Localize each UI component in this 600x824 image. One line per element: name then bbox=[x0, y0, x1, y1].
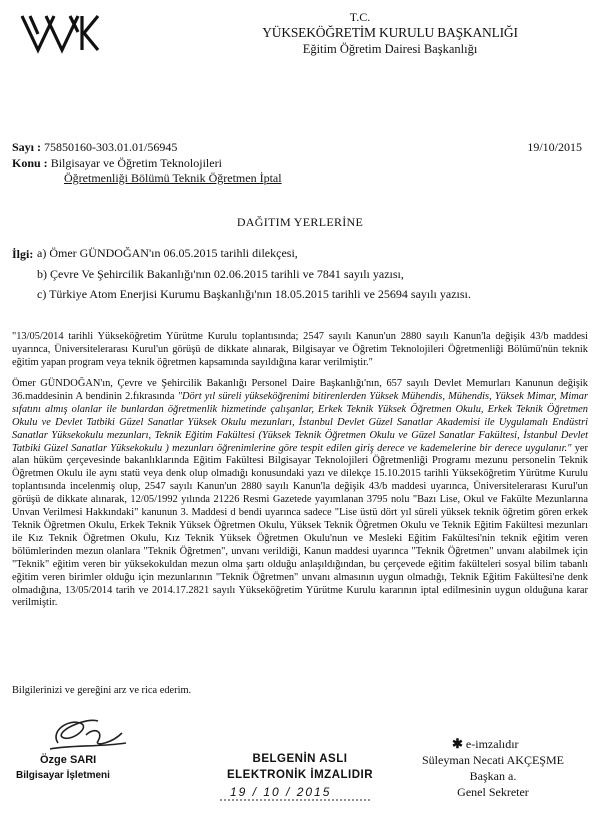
body-p2-intro: Ömer GÜNDOĞAN'ın, Çevre ve Şehircilik Bakanlığı Personel Daire Başkanlığı'nın, 657 sayılı Devlet Memurları Kanunun değişik 36.maddesinin A bendinin 2.fıkrasında bbox=[12, 378, 588, 402]
e-signature-marker bbox=[452, 736, 519, 752]
signatory-title-2: Genel Sekreter bbox=[457, 785, 529, 799]
header-department: Eğitim Öğretim Dairesi Başkanlığı bbox=[302, 42, 478, 56]
e-signature-icon: ✱ bbox=[452, 736, 463, 751]
subject-line bbox=[12, 155, 222, 171]
body-p2-quote: "Dört yıl süreli yükseköğrenimi bitirenlerden Yüksek Mühendis, Mühendis, Yüksek Mimar, Mimar sıfatını almış olanlar ile bunlardan öğretmenlik hizmetinde çalışanlar, Erkek Teknik Yüksek Öğretmen Okulu, Erkek Teknik Öğretmen Okulu ve Devlet Tatbiki Güzel Sanatlar Yüksek Okulu mezunları, İstanbul Devlet Güzel Sanatlar Akademisi ile Uygulamalı Endüstri Sanatlar Yüksekokulu mezunları, Teknik Eğitim Fakültesi (Yüksek Teknik Öğretmen Okulu ve Güzel Sanatlar Fakültesi, İstanbul Devlet Tatbiki Güzel Sanatlar Yüksekokulu ) mezunları öğrenimlerine göre tespit edilen giriş derece ve kademelerine bir derece uygulanır." bbox=[12, 390, 589, 454]
body-paragraph-1: "13/05/2014 tarihli Yükseköğretim Yürütme Kurulu toplantısında; 2547 sayılı Kanun'un 2880 sayılı Kanun'la değişik 43/b maddesi uyarınca, Üniversitelerarası Kurul'un görüşü de dikkate alınarak, Bilgisayar ve Öğretim Teknolojileri Öğretmenliği Bölümü'nün teknik eğitim yapan program veya teknik öğretmen kapsamında sayıldığına karar verilmiştir." bbox=[12, 331, 588, 368]
preparer-name: Özge SARI bbox=[40, 754, 97, 766]
yok-logo bbox=[20, 12, 100, 54]
reference-item-a: a) Ömer GÜNDOĞAN'ın 06.05.2015 tarihli dilekçesi, bbox=[37, 246, 298, 260]
header-tc: T.C. bbox=[349, 10, 371, 24]
konu-line-2: Öğretmenliği Bölümü Teknik Öğretmen İptal bbox=[64, 171, 282, 185]
reference-item-c: c) Türkiye Atom Enerjisi Kurumu Başkanlığı'nın 18.05.2015 tarihli ve 25694 sayılı yazısı. bbox=[37, 287, 471, 301]
e-signature-label: e-imzalıdır bbox=[465, 737, 519, 751]
electronic-signature-note: ELEKTRONİK İMZALIDIR bbox=[226, 769, 374, 781]
reference-item-b: b) Çevre Ve Şehircilik Bakanlığı'nın 02.06.2015 tarihli ve 7841 sayılı yazısı, bbox=[37, 267, 404, 281]
document-date: 19/10/2015 bbox=[527, 140, 582, 154]
document-number bbox=[12, 140, 177, 155]
preparer-title: Bilgisayar İşletmeni bbox=[16, 770, 110, 781]
konu-label: Konu : bbox=[12, 156, 48, 170]
handwritten-signature bbox=[40, 713, 130, 753]
stamp-date-value: 19 / 10 / 2015 bbox=[230, 785, 332, 799]
closing-line: Bilgilerinizi ve gereğini arz ve rica ederim. bbox=[12, 685, 192, 696]
header-organization: YÜKSEKÖĞRETİM KURULU BAŞKANLIĞI bbox=[262, 25, 518, 40]
signatory-name: Süleyman Necati AKÇEŞME bbox=[422, 753, 564, 767]
body-p2-rest: yer alan hüküm çerçevesinde bakanlıklarında Eğitim Fakültesi Bilgisayar Teknolojileri Öğretmenliği Programı mezunu personelin Teknik Öğretmen Okulu ile aynı statü veya denk olup olmadığı konusundaki yazı ve dilekçe 15.10.2015 tarihli Yükseköğretim Yürütme Kurulu toplantısında incelenmiş olup, 2547 sayılı Kanun'un 2880 sayılı Kanun'la değişik 43/b maddesi uyarınca, Üniversitelerarası Kurul'un görüşü de dikkate alınarak, 12/05/1992 yılında 21226 Resmi Gazetede yayımlanan 3795 nolu "Bazı Lise, Okul ve Fakülte Mezunlarına Unvan Verilmesi Hakkındaki" kanunun 3. Maddesi d bendi uyarınca sadece "Lise üstü dört yıl süreli yüksek teknik öğretim gören erkek Teknik Öğretmen Okulu, Erkek Teknik Yüksek Öğretmen Okulu, Yüksek Teknik Öğretmen Okulu ve Teknik Eğitim Fakültesi mezunları ile Kız Teknik Öğretmen Okulu, Kız Teknik Yüksek Öğretmen Okulu'nun ve Mesleki Eğitim Fakültesi'nin teknik eğitim veren bölümlerinden mezun olanlara "Teknik Öğretmen", unvanı verildiği, Kanun maddesi uyarınca "Teknik Öğretmen" unvanı alabilmek için "Teknik" eğitim veren bir yüksekokuldan mezun olma şartı olduğu anlaşıldığından, bu çerçevede eğitim fakülteleri sosyal bilim tabanlı eğitim veren birimler olduğu için mezunlarının "Teknik Öğretmen" unvanı almasının uygun olmadığı, Teknik Eğitim Fakültesi'ne denk olmadığına, 13/05/2014 tarih ve 2014.17.2821 sayılı Yükseköğretim Yürütme Kurulu kararının iptal edilmesinin uygun olduğuna karar verilmiştir. bbox=[12, 442, 588, 609]
original-copy-note: BELGENİN ASLI bbox=[252, 753, 348, 765]
body-paragraph-2 bbox=[12, 378, 588, 610]
signatory-title-1: Başkan a. bbox=[469, 769, 517, 783]
sayi-label: Sayı : bbox=[12, 140, 42, 154]
sayi-value: 75850160-303.01.01/56945 bbox=[44, 140, 178, 154]
stamp-date bbox=[220, 785, 370, 799]
reference-label bbox=[12, 246, 33, 262]
konu-line-1: Bilgisayar ve Öğretim Teknolojileri bbox=[50, 156, 222, 170]
distribution-heading: DAĞITIM YERLERİNE bbox=[236, 215, 364, 229]
ilgi-label: İlgi: bbox=[12, 247, 34, 261]
